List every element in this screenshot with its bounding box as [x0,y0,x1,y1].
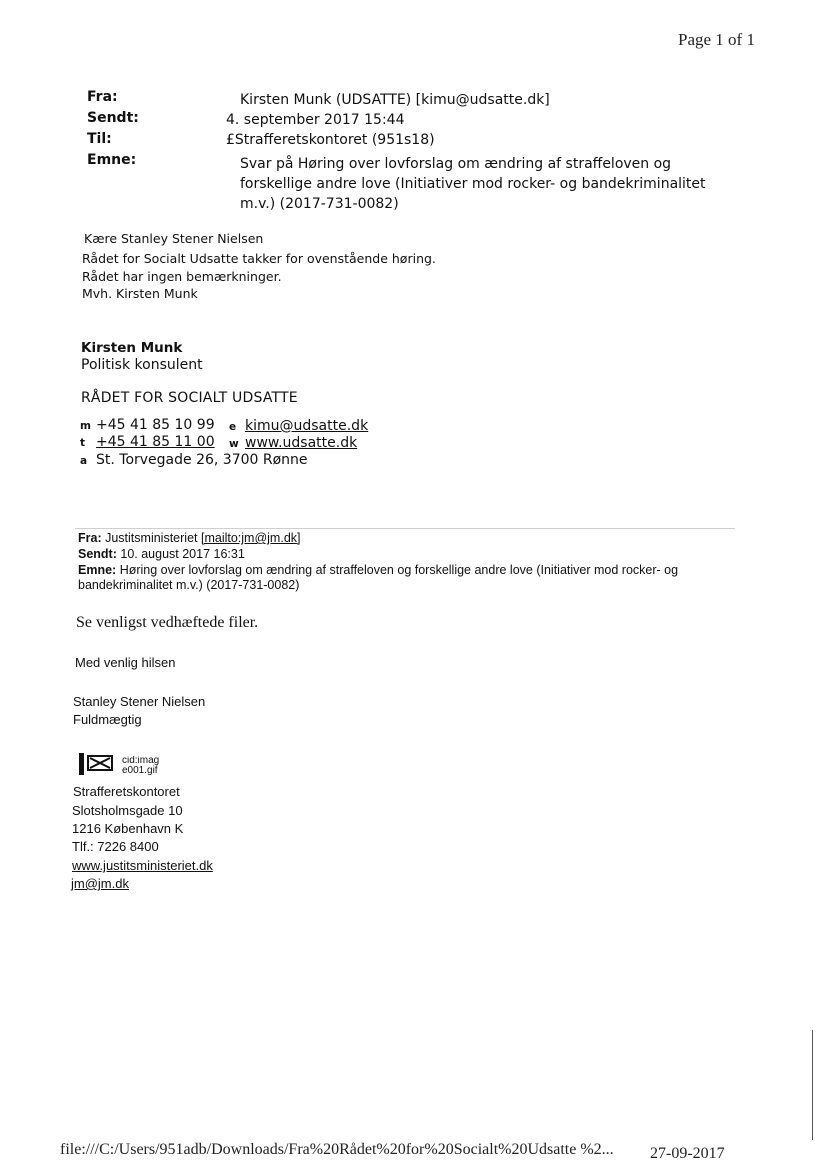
signature-phone-row [80,434,215,450]
to-label: Til: [87,131,112,147]
forwarded-sender-title: Fuldmægtig [73,712,142,727]
sent-label: Sendt: [87,110,139,126]
office-website-link[interactable]: www.justitsministeriet.dk [72,858,213,873]
subject-value: Svar på Høring over lovforslag om ændring af straffeloven og forskellige andre love (Initiativer mod rocker- og bandekriminalitet m.v.) (2017-731-0082) [240,156,706,212]
forwarded-body-line: Se venligst vedhæftede filer. [76,614,259,631]
image-caption: cid:imag e001.gif [122,756,160,776]
sent-value: 4. september 2017 15:44 [226,112,405,128]
forwarded-sender-name: Stanley Stener Nielsen [73,694,206,709]
signature-email-row [229,418,368,434]
address-key: a [80,455,88,467]
email-key: e [229,421,237,433]
signature-web-row [229,435,357,451]
web-key: w [229,438,239,450]
from-value: Kirsten Munk (UDSATTE) [kimu@udsatte.dk] [240,92,550,108]
mobile-key: m [80,420,91,432]
forwarded-sent: 10. august 2017 16:31 [120,547,245,561]
forwarded-subject-label: Emne: [78,563,117,577]
forwarded-greeting: Med venlig hilsen [75,655,176,670]
signature-address-row [80,452,308,468]
forwarded-sent-row [78,547,245,562]
signature-email-link[interactable]: kimu@udsatte.dk [245,418,369,434]
forwarded-sent-label: Sendt: [78,547,117,561]
body-line-4: Mvh. Kirsten Munk [82,286,198,301]
signature-web-link[interactable]: www.udsatte.dk [245,435,358,451]
forward-divider [75,528,735,529]
footer-date: 27-09-2017 [650,1145,725,1162]
signature-organization: RÅDET FOR SOCIALT UDSATTE [81,390,298,406]
office-phone: Tlf.: 7226 8400 [72,839,159,854]
body-line-2: Rådet for Socialt Udsatte takker for ovenstående høring. [82,251,436,266]
forwarded-subject: Høring over lovforslag om ændring af straffeloven og forskellige andre love (Initiativer mod rocker- og bandekriminalitet m.v.) (2017-731-0082) [78,563,679,592]
to-value: £Strafferetskontoret (951s18) [226,132,435,148]
page-number: Page 1 of 1 [678,30,755,49]
office-email-link[interactable]: jm@jm.dk [71,876,129,891]
signature-name: Kirsten Munk [81,340,183,356]
from-label: Fra: [87,89,118,105]
subject-label: Emne: [87,152,137,168]
body-line-1: Kære Stanley Stener Nielsen [84,231,264,246]
body-line-3: Rådet har ingen bemærkninger. [82,269,282,284]
forwarded-from: Justitsministeriet [105,531,198,545]
phone-key: t [80,437,86,449]
signature-address: St. Torvegade 26, 3700 Rønne [96,452,308,468]
forwarded-from-label: Fra: [78,531,102,545]
signature-mobile-row [80,417,215,433]
forwarded-subject-row [78,563,738,593]
office-street: Slotsholmsgade 10 [72,803,183,818]
forwarded-mailto-link[interactable]: [mailto:jm@jm.dk] [200,531,301,545]
broken-image-icon [79,753,115,775]
footer-path: file:///C:/Users/951adb/Downloads/Fra%20Rådet%20for%20Socialt%20Udsatte %2... [60,1141,614,1158]
signature-title: Politisk konsulent [81,357,203,373]
signature-mobile: +45 41 85 10 99 [96,417,215,433]
signature-phone-link[interactable]: +45 41 85 11 00 [96,434,215,450]
scan-edge [812,1030,813,1140]
office-city: 1216 København K [72,821,184,836]
office-name: Strafferetskontoret [73,784,180,799]
forwarded-from-row [78,531,301,546]
